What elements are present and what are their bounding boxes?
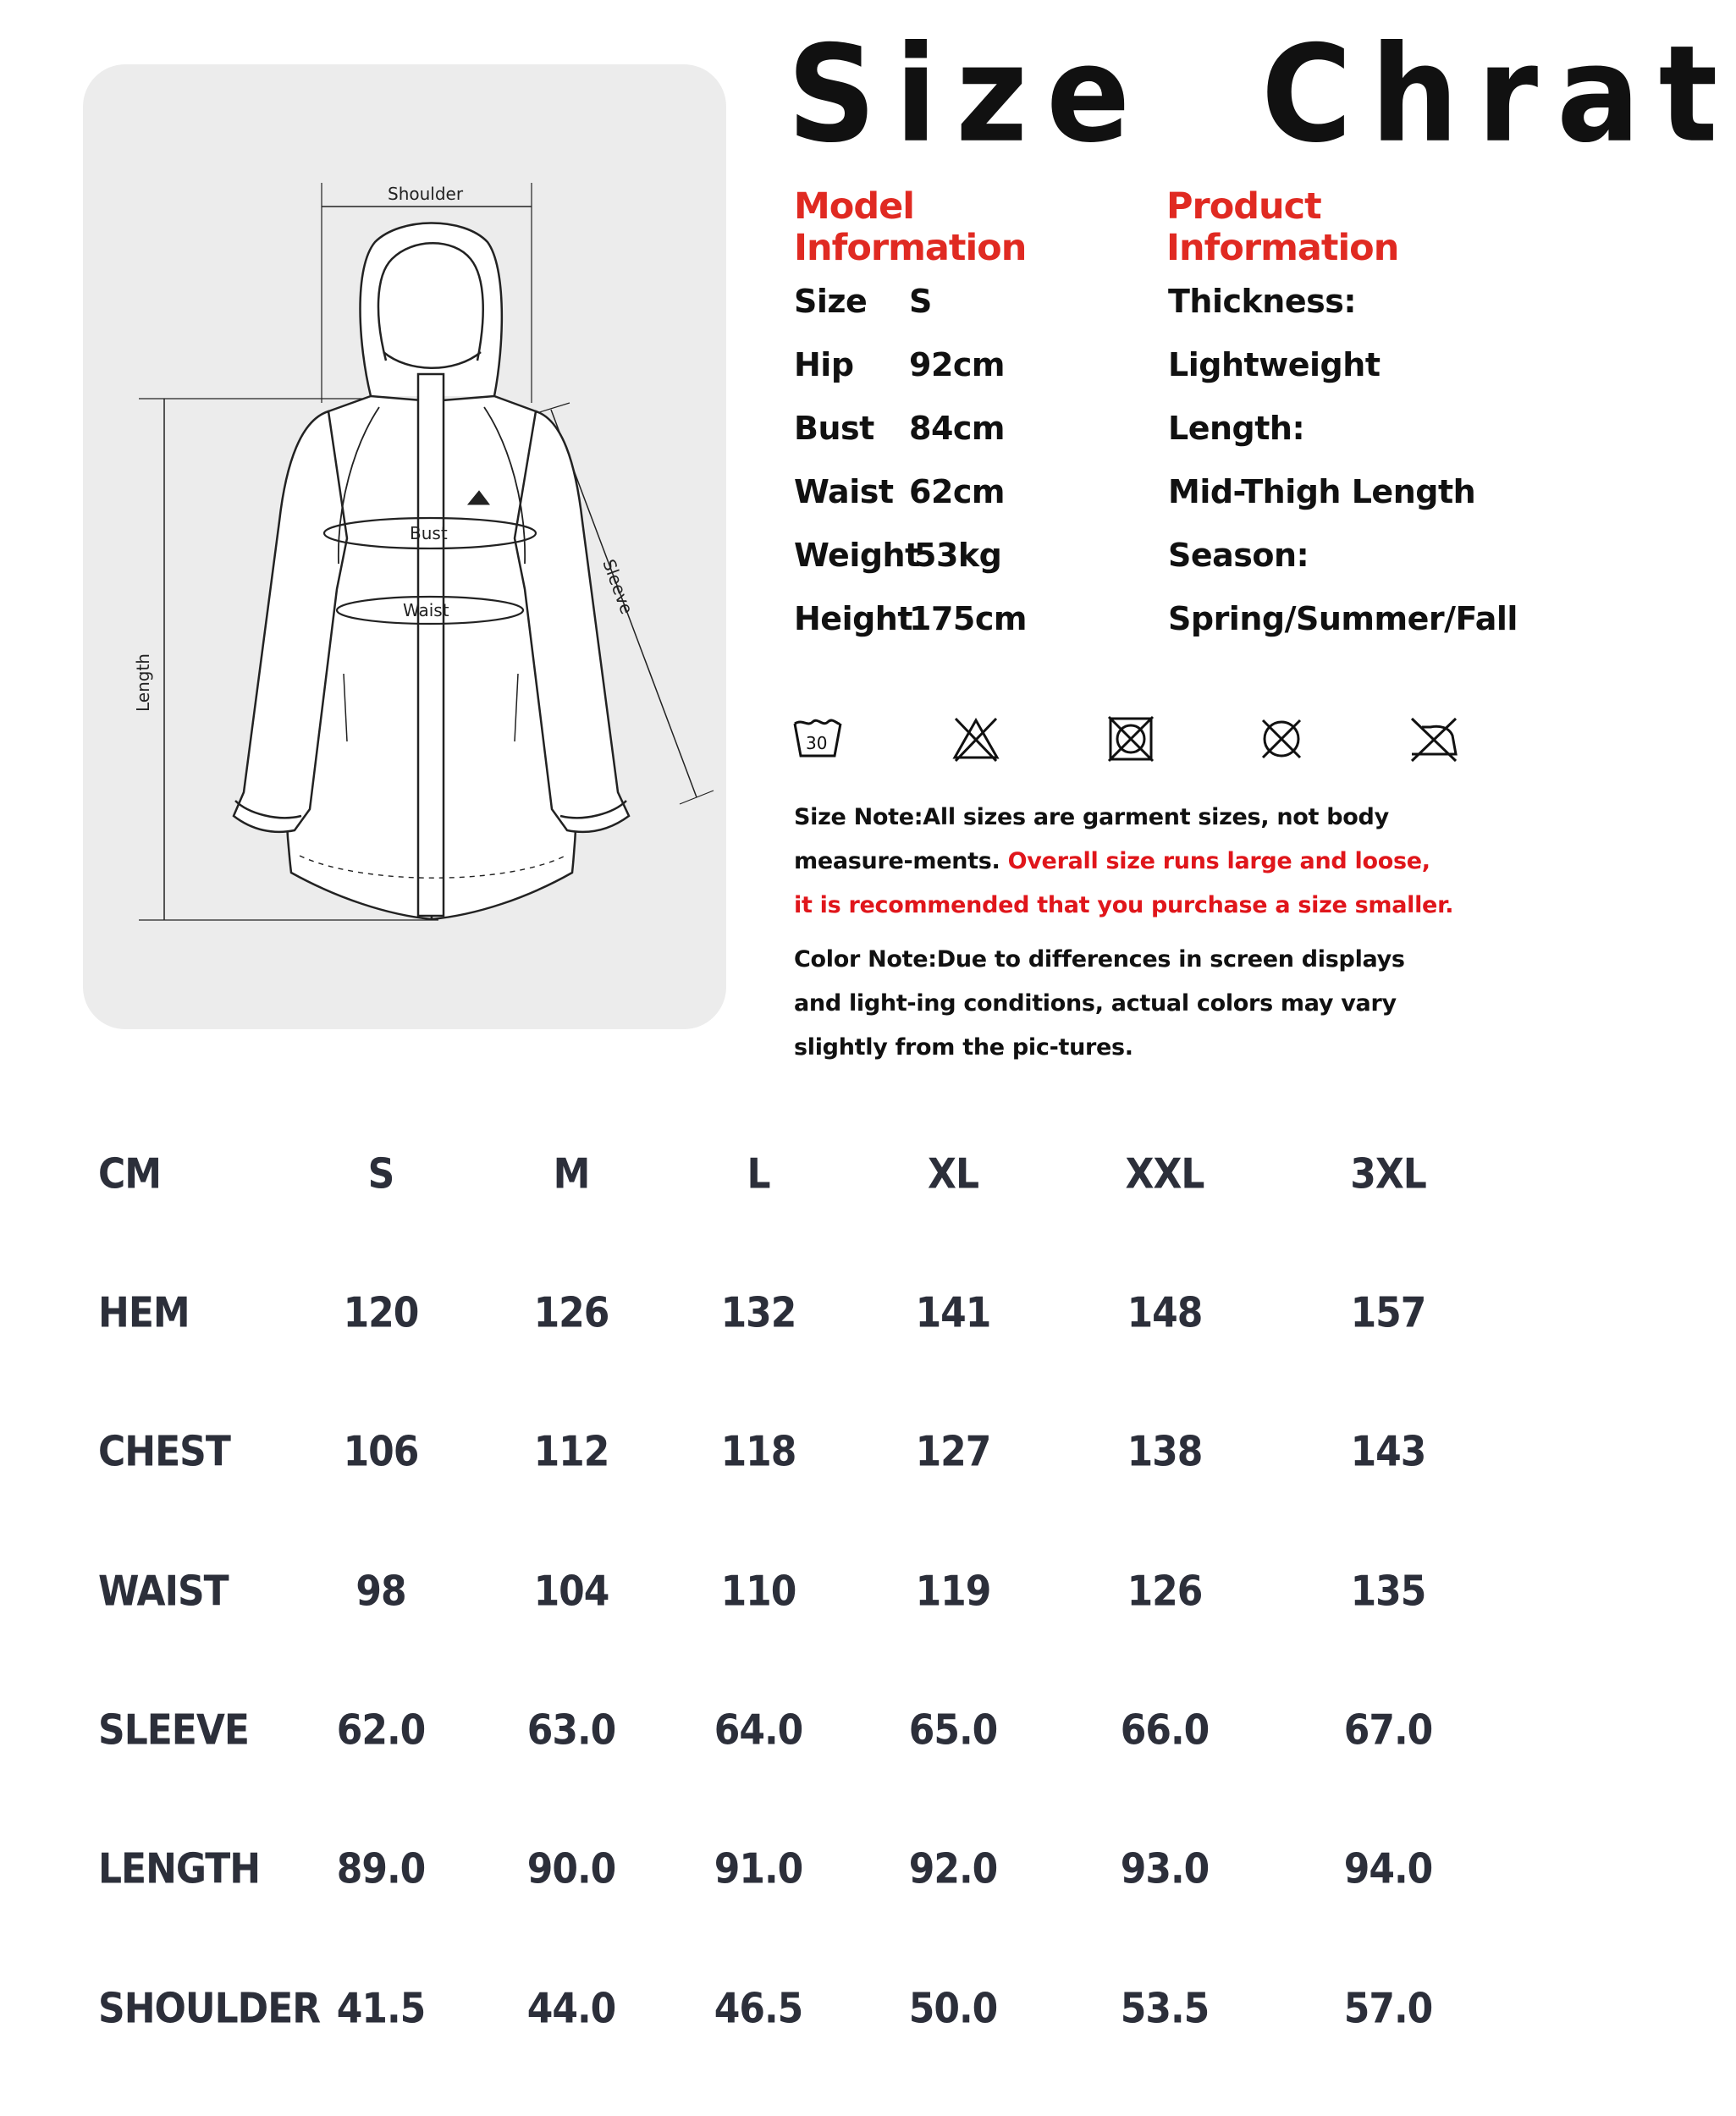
product-thickness-value: Lightweight bbox=[1168, 346, 1381, 383]
product-length-value: Mid-Thigh Length bbox=[1168, 473, 1476, 510]
table-cell: 118 bbox=[720, 1427, 796, 1477]
no-tumble-dry-icon bbox=[1105, 715, 1156, 763]
table-cell: 63.0 bbox=[526, 1705, 616, 1755]
table-cell: 135 bbox=[1350, 1567, 1426, 1617]
table-row-label: CHEST bbox=[98, 1427, 230, 1477]
table-header-cell: CM bbox=[98, 1149, 162, 1199]
table-cell: 94.0 bbox=[1343, 1844, 1433, 1894]
table-cell: 148 bbox=[1127, 1288, 1203, 1338]
table-cell: 132 bbox=[720, 1288, 796, 1338]
product-length-label: Length: bbox=[1168, 410, 1305, 447]
table-row-label: HEM bbox=[98, 1288, 190, 1338]
table-cell: 112 bbox=[533, 1427, 609, 1477]
table-cell: 106 bbox=[343, 1427, 419, 1477]
table-cell: 65.0 bbox=[908, 1705, 998, 1755]
table-cell: 90.0 bbox=[526, 1844, 616, 1894]
table-cell: 127 bbox=[915, 1427, 991, 1477]
table-cell: 91.0 bbox=[714, 1844, 803, 1894]
no-iron-icon bbox=[1408, 715, 1459, 763]
no-dry-clean-icon bbox=[1256, 715, 1307, 763]
table-header-cell: M bbox=[553, 1149, 590, 1199]
no-bleach-icon bbox=[951, 715, 1001, 763]
table-row-label: WAIST bbox=[98, 1567, 229, 1617]
table-header-cell: 3XL bbox=[1350, 1149, 1426, 1199]
jacket-diagram bbox=[83, 64, 726, 1029]
shoulder-label: Shoulder bbox=[388, 184, 464, 204]
table-cell: 57.0 bbox=[1343, 1984, 1433, 2034]
size-note bbox=[794, 796, 1454, 928]
table-cell: 110 bbox=[720, 1567, 796, 1617]
table-cell: 141 bbox=[915, 1288, 991, 1338]
table-cell: 67.0 bbox=[1343, 1705, 1433, 1755]
model-hip-row: Hip 92cm bbox=[794, 346, 1006, 383]
table-cell: 119 bbox=[915, 1567, 991, 1617]
table-row-label: SHOULDER bbox=[98, 1984, 321, 2034]
model-weight-row: Weight 53kg bbox=[794, 537, 1002, 574]
table-cell: 53.5 bbox=[1120, 1984, 1210, 2034]
table-cell: 98 bbox=[355, 1567, 406, 1617]
table-header-cell: S bbox=[367, 1149, 394, 1199]
size-note-warning: Overall size runs large and loose, it is recommended that you purchase a size smaller. bbox=[794, 848, 1454, 918]
model-waist-row: Waist 62cm bbox=[794, 473, 1006, 510]
table-cell: 92.0 bbox=[908, 1844, 998, 1894]
table-cell: 104 bbox=[533, 1567, 609, 1617]
sleeve-label: Sleeve bbox=[598, 556, 637, 617]
title-word-size: Size bbox=[787, 17, 1149, 173]
product-season-value: Spring/Summer/Fall bbox=[1168, 600, 1518, 637]
table-cell: 44.0 bbox=[526, 1984, 616, 2034]
model-info-heading bbox=[794, 186, 1026, 269]
waist-label: Waist bbox=[403, 600, 449, 620]
table-header-cell: L bbox=[747, 1149, 770, 1199]
table-cell: 143 bbox=[1350, 1427, 1426, 1477]
table-cell: 64.0 bbox=[714, 1705, 803, 1755]
page-title bbox=[787, 17, 1736, 173]
product-info-heading-line1: Product bbox=[1166, 185, 1321, 228]
svg-text:30: 30 bbox=[806, 733, 828, 753]
table-cell: 126 bbox=[1127, 1567, 1203, 1617]
table-cell: 50.0 bbox=[908, 1984, 998, 2034]
product-info-heading-line2: Information bbox=[1166, 227, 1399, 269]
title-word-chart: Chrat bbox=[1261, 17, 1736, 173]
table-cell: 93.0 bbox=[1120, 1844, 1210, 1894]
table-cell: 62.0 bbox=[336, 1705, 426, 1755]
bust-label: Bust bbox=[410, 523, 448, 543]
wash-30-icon bbox=[792, 715, 843, 763]
table-row-label: SLEEVE bbox=[98, 1705, 249, 1755]
product-season-label: Season: bbox=[1168, 537, 1309, 574]
color-note: Color Note:Due to differences in screen displays and light-ing conditions, actual colors may vary slightly from the pic-tures. bbox=[794, 946, 1405, 1061]
table-cell: 66.0 bbox=[1120, 1705, 1210, 1755]
table-cell: 138 bbox=[1127, 1427, 1203, 1477]
product-thickness-label: Thickness: bbox=[1168, 283, 1357, 320]
table-cell: 120 bbox=[343, 1288, 419, 1338]
table-cell: 157 bbox=[1350, 1288, 1426, 1338]
table-header-cell: XL bbox=[928, 1149, 978, 1199]
model-bust-row: Bust 84cm bbox=[794, 410, 1006, 447]
product-info-heading bbox=[1166, 186, 1398, 269]
table-cell: 89.0 bbox=[336, 1844, 426, 1894]
garment-diagram-panel bbox=[83, 64, 726, 1029]
table-cell: 46.5 bbox=[714, 1984, 803, 2034]
model-size-row: Size S bbox=[794, 283, 932, 320]
model-info-heading-line2: Information bbox=[794, 227, 1027, 269]
table-cell: 41.5 bbox=[336, 1984, 426, 2034]
table-header-cell: XXL bbox=[1125, 1149, 1204, 1199]
length-label: Length bbox=[133, 653, 153, 712]
table-cell: 126 bbox=[533, 1288, 609, 1338]
model-info-heading-line1: Model bbox=[794, 185, 915, 228]
size-note-text: Size Note:All sizes are garment sizes, not body measure-ments. bbox=[794, 804, 1389, 874]
model-height-row: Height 175cm bbox=[794, 600, 1027, 637]
table-row-label: LENGTH bbox=[98, 1844, 261, 1894]
